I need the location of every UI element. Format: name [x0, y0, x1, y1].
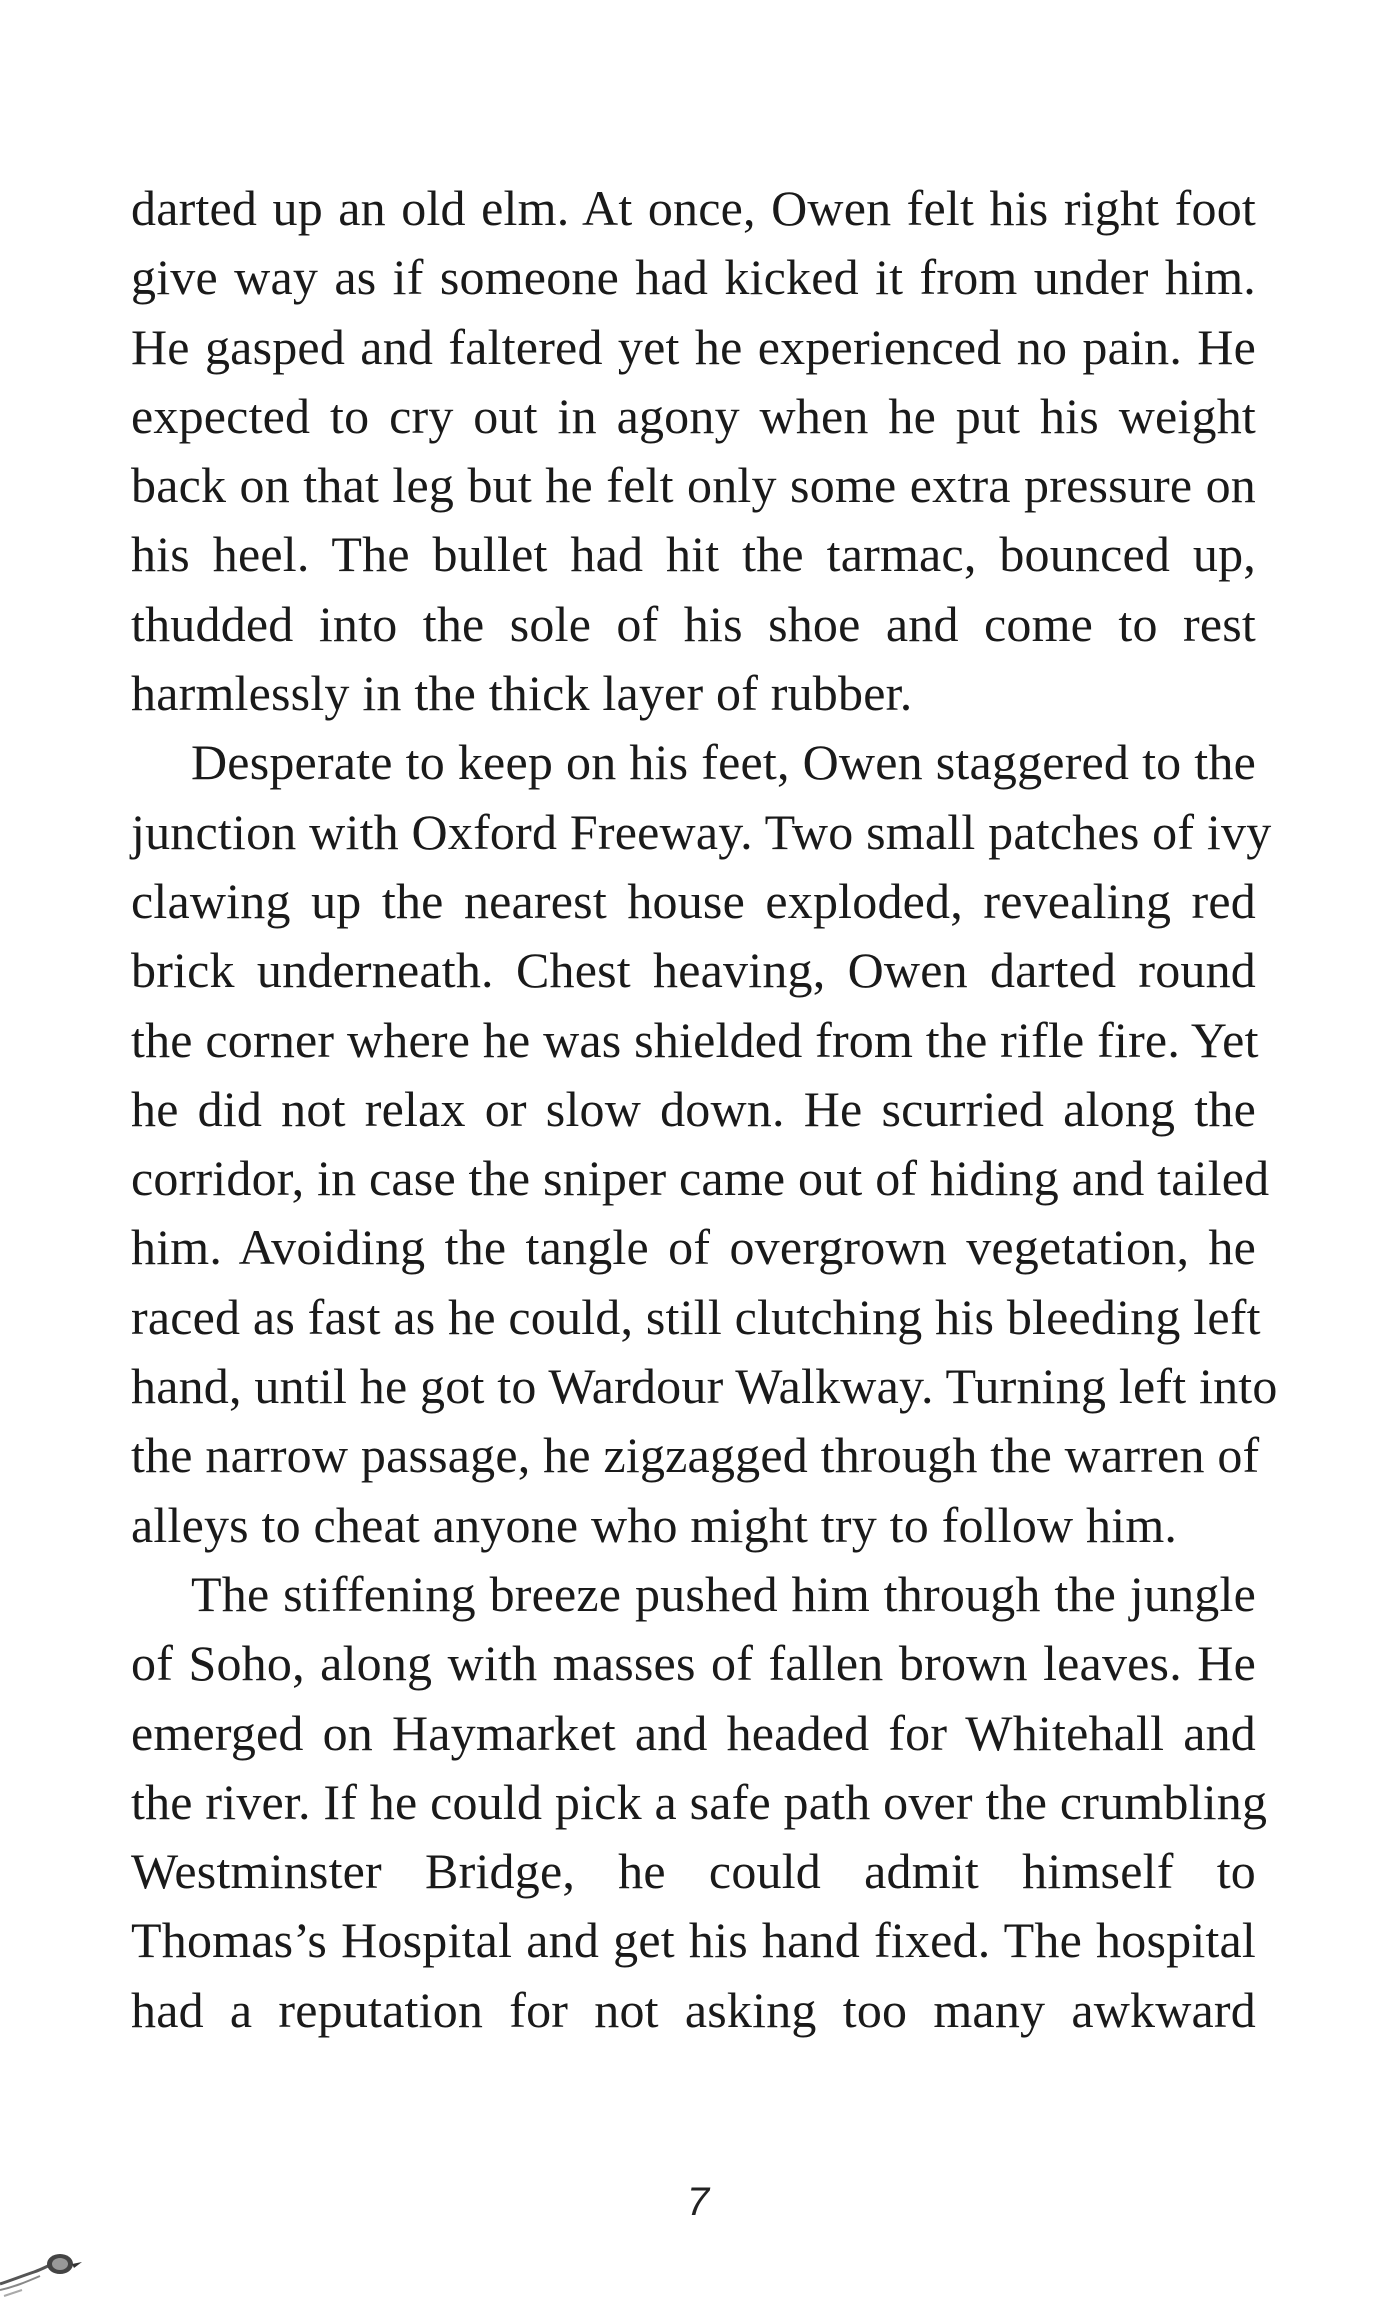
text-line: the narrow passage, he zigzagged through the warren of — [131, 1427, 1260, 1484]
text-line: thudded into the sole of his shoe and come to rest — [131, 595, 1256, 652]
text-line: he did not relax or slow down. He scurried along the — [131, 1080, 1256, 1137]
text-line: clawing up the nearest house exploded, revealing red — [131, 872, 1256, 929]
text-line: junction with Oxford Freeway. Two small patches of ivy — [131, 803, 1272, 860]
text-line: the corner where he was shielded from the rifle fire. Yet — [131, 1011, 1259, 1068]
text-line: raced as fast as he could, still clutching his bleeding left — [131, 1288, 1261, 1345]
text-line: hand, until he got to Wardour Walkway. Turning left into — [131, 1358, 1278, 1415]
text-line: alleys to cheat anyone who might try to follow him. — [131, 1496, 1178, 1553]
text-line: Thomas’s Hospital and get his hand fixed. The hospital — [131, 1912, 1256, 1969]
text-line: The stiffening breeze pushed him through the jungle — [191, 1565, 1256, 1622]
text-line: Westminster Bridge, he could admit himself to — [131, 1843, 1256, 1900]
text-line: his heel. The bullet had hit the tarmac, bounced up, — [131, 526, 1256, 583]
text-line: had a reputation for not asking too many awkward — [131, 1981, 1256, 2038]
text-line: emerged on Haymarket and headed for Whitehall and — [131, 1704, 1256, 1761]
scan-edge-mark-icon — [0, 2240, 90, 2300]
text-line: the river. If he could pick a safe path over the crumbling — [131, 1773, 1268, 1830]
text-line: harmlessly in the thick layer of rubber. — [131, 665, 913, 722]
text-line: corridor, in case the sniper came out of hiding and tailed — [131, 1150, 1270, 1207]
text-line: darted up an old elm. At once, Owen felt his right foot — [131, 180, 1256, 236]
page-number: 7 — [686, 2180, 710, 2224]
text-line: Desperate to keep on his feet, Owen staggered to the — [191, 734, 1256, 791]
text-line: He gasped and faltered yet he experienced no pain. He — [131, 318, 1256, 375]
text-line: back on that leg but he felt only some extra pressure on — [131, 457, 1256, 514]
text-line: expected to cry out in agony when he put his weight — [131, 387, 1256, 444]
body-text — [131, 174, 1278, 2045]
text-line: brick underneath. Chest heaving, Owen darted round — [131, 942, 1256, 999]
text-line: of Soho, along with masses of fallen brown leaves. He — [131, 1635, 1256, 1692]
text-line: give way as if someone had kicked it from under him. — [131, 249, 1256, 306]
text-line: him. Avoiding the tangle of overgrown vegetation, he — [131, 1219, 1256, 1276]
